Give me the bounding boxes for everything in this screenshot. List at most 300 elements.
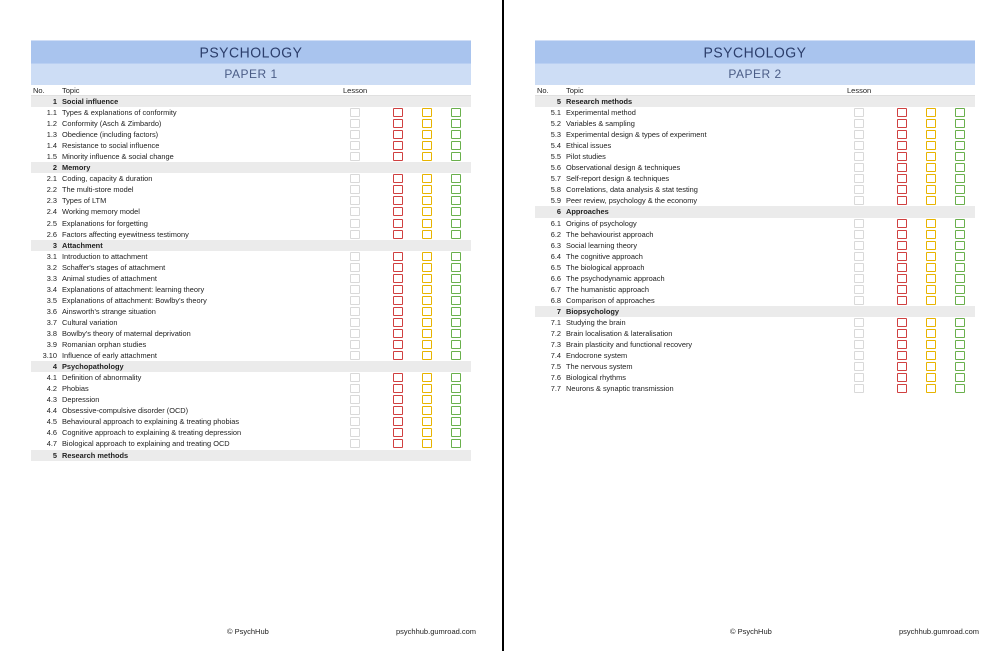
- red-checkbox[interactable]: [393, 428, 403, 437]
- red-checkbox[interactable]: [393, 141, 403, 150]
- topic-number: 5.2: [550, 119, 561, 129]
- topic-label: Experimental design & types of experiment: [566, 130, 707, 140]
- lesson-checkbox[interactable]: [854, 174, 864, 183]
- amber-checkbox[interactable]: [422, 285, 432, 294]
- table-header: [31, 85, 471, 96]
- topic-number: 6: [556, 207, 561, 217]
- amber-checkbox[interactable]: [422, 439, 432, 448]
- amber-checkbox[interactable]: [926, 141, 936, 150]
- red-checkbox[interactable]: [393, 417, 403, 426]
- amber-checkbox[interactable]: [926, 196, 936, 205]
- green-checkbox[interactable]: [955, 163, 965, 172]
- red-checkbox[interactable]: [897, 384, 907, 393]
- lesson-checkbox[interactable]: [854, 362, 864, 371]
- green-checkbox[interactable]: [955, 130, 965, 139]
- footer-copyright: © PsychHub: [730, 627, 772, 636]
- green-checkbox[interactable]: [451, 230, 461, 239]
- topic-row: [535, 140, 975, 151]
- topic-label: Research methods: [62, 450, 129, 460]
- amber-checkbox[interactable]: [926, 219, 936, 228]
- green-checkbox[interactable]: [451, 318, 461, 327]
- topic-row: [535, 273, 975, 284]
- lesson-checkbox[interactable]: [854, 130, 864, 139]
- red-checkbox[interactable]: [897, 340, 907, 349]
- topic-number: 2.3: [46, 196, 57, 206]
- green-checkbox[interactable]: [955, 373, 965, 382]
- green-checkbox[interactable]: [451, 263, 461, 272]
- topic-row: [31, 317, 471, 328]
- red-checkbox[interactable]: [393, 351, 403, 360]
- lesson-checkbox[interactable]: [854, 196, 864, 205]
- red-checkbox[interactable]: [897, 230, 907, 239]
- amber-checkbox[interactable]: [422, 207, 432, 216]
- amber-checkbox[interactable]: [926, 318, 936, 327]
- topic-number: 4.1: [46, 373, 57, 383]
- topic-label: Peer review, psychology & the economy: [566, 196, 698, 206]
- amber-checkbox[interactable]: [422, 174, 432, 183]
- green-checkbox[interactable]: [955, 219, 965, 228]
- green-checkbox[interactable]: [451, 395, 461, 404]
- page-paper-2: [504, 0, 1005, 651]
- topic-label: Endocrone system: [566, 351, 628, 361]
- green-checkbox[interactable]: [955, 252, 965, 261]
- lesson-checkbox[interactable]: [854, 318, 864, 327]
- amber-checkbox[interactable]: [926, 108, 936, 117]
- red-checkbox[interactable]: [393, 384, 403, 393]
- topic-row: [31, 383, 471, 394]
- red-checkbox[interactable]: [897, 141, 907, 150]
- lesson-checkbox[interactable]: [854, 263, 864, 272]
- topic-label: Neurons & synaptic transmission: [566, 384, 674, 394]
- lesson-checkbox[interactable]: [350, 395, 360, 404]
- lesson-checkbox[interactable]: [854, 241, 864, 250]
- amber-checkbox[interactable]: [422, 340, 432, 349]
- green-checkbox[interactable]: [955, 296, 965, 305]
- lesson-checkbox[interactable]: [350, 230, 360, 239]
- green-checkbox[interactable]: [955, 196, 965, 205]
- amber-checkbox[interactable]: [422, 108, 432, 117]
- amber-checkbox[interactable]: [926, 274, 936, 283]
- green-checkbox[interactable]: [451, 351, 461, 360]
- red-checkbox[interactable]: [393, 285, 403, 294]
- topic-label: Comparison of approaches: [566, 295, 655, 305]
- topic-number: 6.4: [550, 251, 561, 261]
- green-checkbox[interactable]: [451, 119, 461, 128]
- topic-label: Cognitive approach to explaining & treating depression: [62, 428, 242, 438]
- red-checkbox[interactable]: [897, 351, 907, 360]
- page-title: PSYCHOLOGY: [31, 40, 471, 63]
- amber-checkbox[interactable]: [422, 296, 432, 305]
- red-checkbox[interactable]: [393, 119, 403, 128]
- topic-label: The nervous system: [566, 362, 633, 372]
- green-checkbox[interactable]: [451, 340, 461, 349]
- topic-label: Romanian orphan studies: [62, 340, 147, 350]
- green-checkbox[interactable]: [955, 119, 965, 128]
- green-checkbox[interactable]: [451, 285, 461, 294]
- red-checkbox[interactable]: [897, 196, 907, 205]
- topic-label: Obedience (including factors): [62, 130, 159, 140]
- amber-checkbox[interactable]: [422, 373, 432, 382]
- amber-checkbox[interactable]: [926, 230, 936, 239]
- topic-label: Ethical issues: [566, 141, 612, 151]
- topic-number: 3.9: [46, 340, 57, 350]
- topic-number: 7.2: [550, 328, 561, 338]
- topic-row: [535, 240, 975, 251]
- amber-checkbox[interactable]: [422, 329, 432, 338]
- topic-row: [535, 251, 975, 262]
- lesson-checkbox[interactable]: [854, 163, 864, 172]
- red-checkbox[interactable]: [393, 439, 403, 448]
- lesson-checkbox[interactable]: [350, 428, 360, 437]
- topic-row: [535, 328, 975, 339]
- topic-row: [31, 284, 471, 295]
- green-checkbox[interactable]: [451, 141, 461, 150]
- amber-checkbox[interactable]: [926, 174, 936, 183]
- topic-number: 1.1: [46, 108, 57, 118]
- topic-number: 3.10: [42, 351, 57, 361]
- green-checkbox[interactable]: [451, 130, 461, 139]
- topic-label: Coding, capacity & duration: [62, 174, 153, 184]
- green-checkbox[interactable]: [955, 340, 965, 349]
- amber-checkbox[interactable]: [926, 119, 936, 128]
- topic-number: 7.1: [550, 317, 561, 327]
- topic-number: 2.5: [46, 218, 57, 228]
- green-checkbox[interactable]: [451, 219, 461, 228]
- lesson-checkbox[interactable]: [854, 274, 864, 283]
- red-checkbox[interactable]: [897, 163, 907, 172]
- amber-checkbox[interactable]: [926, 285, 936, 294]
- table-header: [535, 85, 975, 96]
- topic-row: [31, 218, 471, 229]
- lesson-checkbox[interactable]: [350, 152, 360, 161]
- topic-number: 3.6: [46, 306, 57, 316]
- topic-label: Experimental method: [566, 108, 636, 118]
- red-checkbox[interactable]: [393, 263, 403, 272]
- topic-row: [535, 129, 975, 140]
- topic-number: 3.4: [46, 284, 57, 294]
- topic-row: [31, 405, 471, 416]
- lesson-checkbox[interactable]: [854, 185, 864, 194]
- topic-row: [31, 295, 471, 306]
- amber-checkbox[interactable]: [926, 384, 936, 393]
- footer-url[interactable]: psychhub.gumroad.com: [396, 627, 477, 636]
- red-checkbox[interactable]: [393, 296, 403, 305]
- topic-number: 4.5: [46, 417, 57, 427]
- topic-row: [535, 229, 975, 240]
- lesson-checkbox[interactable]: [350, 318, 360, 327]
- topic-number: 3: [52, 240, 57, 250]
- green-checkbox[interactable]: [955, 384, 965, 393]
- lesson-checkbox[interactable]: [350, 384, 360, 393]
- topic-label: Brain localisation & lateralisation: [566, 328, 673, 338]
- amber-checkbox[interactable]: [926, 362, 936, 371]
- lesson-checkbox[interactable]: [854, 152, 864, 161]
- red-checkbox[interactable]: [393, 329, 403, 338]
- red-checkbox[interactable]: [393, 274, 403, 283]
- red-checkbox[interactable]: [393, 406, 403, 415]
- lesson-checkbox[interactable]: [854, 230, 864, 239]
- green-checkbox[interactable]: [955, 318, 965, 327]
- green-checkbox[interactable]: [451, 196, 461, 205]
- red-checkbox[interactable]: [393, 340, 403, 349]
- lesson-checkbox[interactable]: [854, 141, 864, 150]
- amber-checkbox[interactable]: [422, 196, 432, 205]
- lesson-checkbox[interactable]: [854, 252, 864, 261]
- amber-checkbox[interactable]: [926, 263, 936, 272]
- green-checkbox[interactable]: [955, 329, 965, 338]
- amber-checkbox[interactable]: [926, 163, 936, 172]
- lesson-checkbox[interactable]: [350, 141, 360, 150]
- red-checkbox[interactable]: [393, 152, 403, 161]
- red-checkbox[interactable]: [897, 119, 907, 128]
- amber-checkbox[interactable]: [926, 241, 936, 250]
- amber-checkbox[interactable]: [422, 351, 432, 360]
- lesson-checkbox[interactable]: [854, 219, 864, 228]
- green-checkbox[interactable]: [451, 406, 461, 415]
- green-checkbox[interactable]: [451, 417, 461, 426]
- topic-label: Phobias: [62, 384, 89, 394]
- amber-checkbox[interactable]: [926, 340, 936, 349]
- amber-checkbox[interactable]: [926, 130, 936, 139]
- amber-checkbox[interactable]: [422, 230, 432, 239]
- green-checkbox[interactable]: [955, 285, 965, 294]
- topic-label: Behavioural approach to explaining & treating phobias: [62, 417, 240, 427]
- amber-checkbox[interactable]: [926, 252, 936, 261]
- section-row: [31, 361, 471, 372]
- red-checkbox[interactable]: [897, 252, 907, 261]
- red-checkbox[interactable]: [897, 285, 907, 294]
- red-checkbox[interactable]: [897, 152, 907, 161]
- amber-checkbox[interactable]: [422, 219, 432, 228]
- green-checkbox[interactable]: [451, 428, 461, 437]
- topic-label: Psychopathology: [62, 362, 124, 372]
- lesson-checkbox[interactable]: [350, 340, 360, 349]
- red-checkbox[interactable]: [393, 174, 403, 183]
- red-checkbox[interactable]: [897, 108, 907, 117]
- red-checkbox[interactable]: [393, 207, 403, 216]
- red-checkbox[interactable]: [897, 241, 907, 250]
- amber-checkbox[interactable]: [422, 318, 432, 327]
- lesson-checkbox[interactable]: [350, 417, 360, 426]
- green-checkbox[interactable]: [955, 351, 965, 360]
- lesson-checkbox[interactable]: [350, 130, 360, 139]
- topic-row: [31, 107, 471, 118]
- lesson-checkbox[interactable]: [350, 439, 360, 448]
- red-checkbox[interactable]: [393, 108, 403, 117]
- amber-checkbox[interactable]: [926, 351, 936, 360]
- column-header-no: No.: [537, 86, 549, 95]
- red-checkbox[interactable]: [393, 252, 403, 261]
- green-checkbox[interactable]: [955, 230, 965, 239]
- topic-label: Social learning theory: [566, 240, 638, 250]
- topic-list: [535, 96, 975, 394]
- column-header-topic: Topic: [566, 86, 584, 95]
- lesson-checkbox[interactable]: [350, 196, 360, 205]
- green-checkbox[interactable]: [451, 307, 461, 316]
- amber-checkbox[interactable]: [422, 274, 432, 283]
- green-checkbox[interactable]: [955, 362, 965, 371]
- lesson-checkbox[interactable]: [350, 207, 360, 216]
- lesson-checkbox[interactable]: [854, 108, 864, 117]
- red-checkbox[interactable]: [897, 130, 907, 139]
- lesson-checkbox[interactable]: [350, 263, 360, 272]
- red-checkbox[interactable]: [393, 318, 403, 327]
- red-checkbox[interactable]: [897, 263, 907, 272]
- topic-label: Definition of abnormality: [62, 373, 142, 383]
- red-checkbox[interactable]: [897, 174, 907, 183]
- amber-checkbox[interactable]: [422, 130, 432, 139]
- lesson-checkbox[interactable]: [350, 108, 360, 117]
- lesson-checkbox[interactable]: [350, 119, 360, 128]
- topic-number: 6.8: [550, 295, 561, 305]
- topic-number: 5.6: [550, 163, 561, 173]
- amber-checkbox[interactable]: [422, 384, 432, 393]
- lesson-checkbox[interactable]: [350, 174, 360, 183]
- amber-checkbox[interactable]: [926, 329, 936, 338]
- red-checkbox[interactable]: [393, 230, 403, 239]
- green-checkbox[interactable]: [451, 152, 461, 161]
- topic-number: 2.4: [46, 207, 57, 217]
- lesson-checkbox[interactable]: [350, 185, 360, 194]
- green-checkbox[interactable]: [451, 439, 461, 448]
- green-checkbox[interactable]: [451, 108, 461, 117]
- topic-number: 5.1: [550, 108, 561, 118]
- section-row: [31, 450, 471, 461]
- topic-number: 2.6: [46, 229, 57, 239]
- red-checkbox[interactable]: [393, 395, 403, 404]
- amber-checkbox[interactable]: [422, 252, 432, 261]
- amber-checkbox[interactable]: [422, 141, 432, 150]
- green-checkbox[interactable]: [955, 263, 965, 272]
- amber-checkbox[interactable]: [926, 152, 936, 161]
- green-checkbox[interactable]: [955, 185, 965, 194]
- topic-row: [31, 416, 471, 427]
- column-header-lesson: Lesson: [343, 86, 368, 95]
- amber-checkbox[interactable]: [926, 185, 936, 194]
- green-checkbox[interactable]: [955, 108, 965, 117]
- topic-row: [31, 328, 471, 339]
- lesson-checkbox[interactable]: [854, 296, 864, 305]
- topic-number: 5.8: [550, 185, 561, 195]
- amber-checkbox[interactable]: [422, 152, 432, 161]
- lesson-checkbox[interactable]: [854, 384, 864, 393]
- topic-label: Factors affecting eyewitness testimony: [62, 229, 189, 239]
- amber-checkbox[interactable]: [422, 307, 432, 316]
- lesson-checkbox[interactable]: [350, 296, 360, 305]
- green-checkbox[interactable]: [955, 141, 965, 150]
- red-checkbox[interactable]: [897, 219, 907, 228]
- red-checkbox[interactable]: [897, 362, 907, 371]
- green-checkbox[interactable]: [451, 174, 461, 183]
- green-checkbox[interactable]: [451, 274, 461, 283]
- green-checkbox[interactable]: [451, 296, 461, 305]
- lesson-checkbox[interactable]: [854, 373, 864, 382]
- red-checkbox[interactable]: [897, 296, 907, 305]
- green-checkbox[interactable]: [451, 373, 461, 382]
- checklist-sheet: [535, 41, 975, 394]
- green-checkbox[interactable]: [955, 152, 965, 161]
- red-checkbox[interactable]: [897, 318, 907, 327]
- topic-number: 5.5: [550, 152, 561, 162]
- red-checkbox[interactable]: [393, 196, 403, 205]
- green-checkbox[interactable]: [451, 207, 461, 216]
- red-checkbox[interactable]: [393, 373, 403, 382]
- topic-label: Explanations of attachment: learning theory: [62, 284, 205, 294]
- green-checkbox[interactable]: [955, 174, 965, 183]
- lesson-checkbox[interactable]: [350, 373, 360, 382]
- green-checkbox[interactable]: [451, 185, 461, 194]
- amber-checkbox[interactable]: [926, 373, 936, 382]
- red-checkbox[interactable]: [897, 185, 907, 194]
- lesson-checkbox[interactable]: [854, 285, 864, 294]
- topic-label: Working memory model: [62, 207, 140, 217]
- topic-label: Brain plasticity and functional recovery: [566, 340, 693, 350]
- lesson-checkbox[interactable]: [350, 285, 360, 294]
- green-checkbox[interactable]: [451, 329, 461, 338]
- footer-url[interactable]: psychhub.gumroad.com: [899, 627, 980, 636]
- topic-label: Animal studies of attachment: [62, 273, 157, 283]
- lesson-checkbox[interactable]: [350, 219, 360, 228]
- amber-checkbox[interactable]: [422, 263, 432, 272]
- red-checkbox[interactable]: [897, 373, 907, 382]
- green-checkbox[interactable]: [451, 384, 461, 393]
- lesson-checkbox[interactable]: [854, 351, 864, 360]
- section-row: [31, 96, 471, 107]
- topic-row: [31, 195, 471, 206]
- lesson-checkbox[interactable]: [350, 329, 360, 338]
- green-checkbox[interactable]: [955, 274, 965, 283]
- lesson-checkbox[interactable]: [350, 406, 360, 415]
- amber-checkbox[interactable]: [926, 296, 936, 305]
- lesson-checkbox[interactable]: [854, 119, 864, 128]
- topic-row: [535, 118, 975, 129]
- lesson-checkbox[interactable]: [854, 340, 864, 349]
- topic-row: [31, 206, 471, 217]
- red-checkbox[interactable]: [393, 307, 403, 316]
- topic-number: 3.3: [46, 273, 57, 283]
- topic-label: The psychodynamic approach: [566, 273, 665, 283]
- lesson-checkbox[interactable]: [350, 274, 360, 283]
- lesson-checkbox[interactable]: [350, 307, 360, 316]
- amber-checkbox[interactable]: [422, 395, 432, 404]
- section-row: [31, 240, 471, 251]
- green-checkbox[interactable]: [955, 241, 965, 250]
- topic-number: 4.4: [46, 406, 57, 416]
- red-checkbox[interactable]: [393, 130, 403, 139]
- amber-checkbox[interactable]: [422, 119, 432, 128]
- red-checkbox[interactable]: [393, 219, 403, 228]
- red-checkbox[interactable]: [897, 329, 907, 338]
- column-header-no: No.: [33, 86, 45, 95]
- amber-checkbox[interactable]: [422, 417, 432, 426]
- amber-checkbox[interactable]: [422, 428, 432, 437]
- topic-row: [535, 339, 975, 350]
- red-checkbox[interactable]: [897, 274, 907, 283]
- topic-label: Memory: [62, 163, 91, 173]
- red-checkbox[interactable]: [393, 185, 403, 194]
- lesson-checkbox[interactable]: [350, 252, 360, 261]
- section-row: [535, 206, 975, 217]
- lesson-checkbox[interactable]: [854, 329, 864, 338]
- topic-row: [31, 184, 471, 195]
- lesson-checkbox[interactable]: [350, 351, 360, 360]
- topic-number: 6.6: [550, 273, 561, 283]
- topic-number: 1: [52, 97, 57, 106]
- green-checkbox[interactable]: [451, 252, 461, 261]
- amber-checkbox[interactable]: [422, 406, 432, 415]
- topic-label: Resistance to social influence: [62, 141, 160, 151]
- amber-checkbox[interactable]: [422, 185, 432, 194]
